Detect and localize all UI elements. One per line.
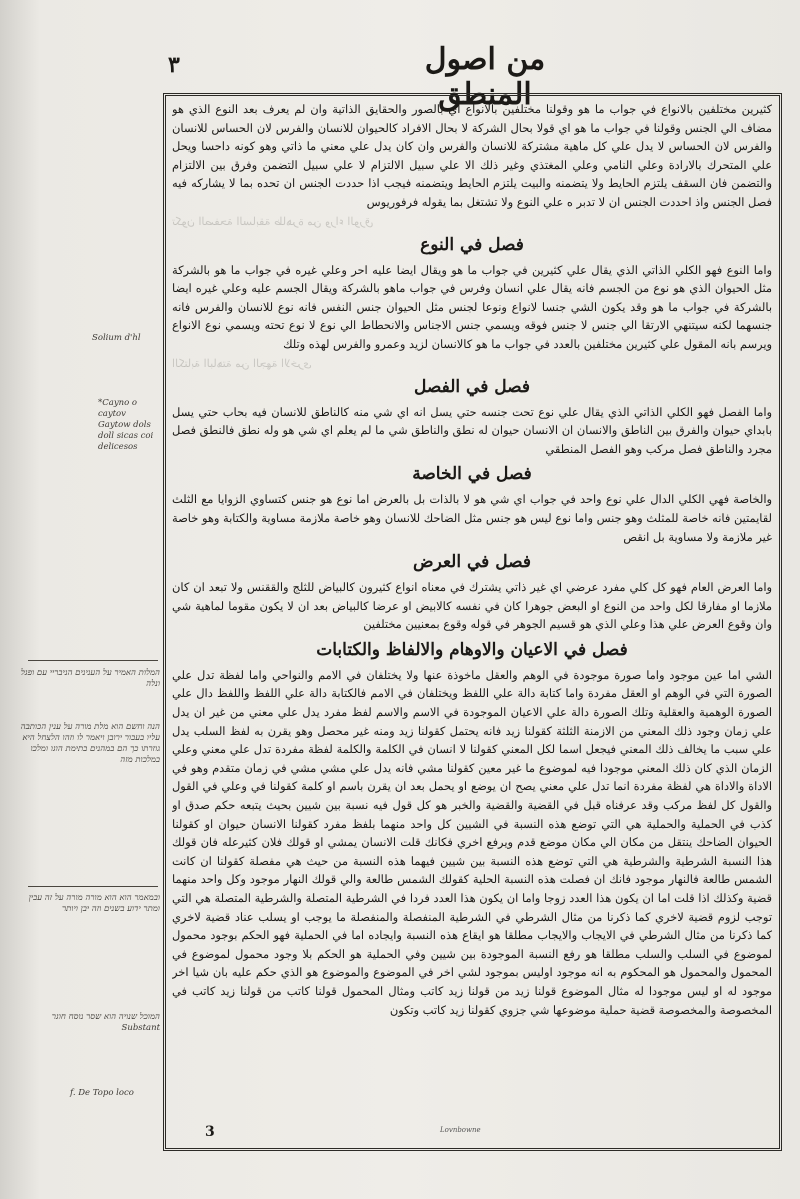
- heading-differentia: فصل في الفصل: [414, 376, 530, 397]
- paragraph-terms: الشي اما عين موجود واما صورة موجودة في الوهم والعقل ماخوذة عنها ولا يختلفان في الامم والنواحي واما لفظة تدل علي الصورة التي في الوهم او العقل مفردة واما كتابة دالة علي اللفظ ويختلفان في الامم فالكتابة دالة علي اللفظ واللفظ دال علي الصورة الوهمية والعقلية وتلك الصورة دالة علي الاعيان الموجودة في الاسم والاسم لفظ مفرد يدل علي معني من غير ان يدل علي زمان وجود ذلك المعني من الازمنة الثلثة كقولنا زيد فانه يحتمل كقولنا زيد ومنه غير محصل وهو يقرن به لفظ السلب يدل علي سبب ما يخالف ذلك المعني فيجعل اسما لكل المعني كقولنا لا انسان في الكلمة والكلمة لفظة مفردة تدل علي معني وعلي الزمان الذي كان ذلك المعني موجودا فيه لموضوع ما غير معين كقولنا مشي فانه يدل علي مشي مشي في زمان متقدم وهو في الاداة والاداة هي لفظة مفردة انما تدل علي معني يصح ان يوضع او يحمل بعد ان يقرن باسم او كلمة كقولنا في وعلي في القول والقول كل لفظ مركب وقد عرفناه قبل في القضية والقضية والخبر هو كل قول فيه نسبة بين شيين بحيث يتبعه حكم صدق او كذب في الحملية والحملية هي التي توضع هذه النسبة في الشيين كل واحد منهما بلفظ مفرد كقولنا الانسان حيوان او كقولنا الحيوان الضاحك ينتقل من مكان الي مكان موضع قدم ويرفع اخري فكانك قلت الانسان يمشي او قولك فلان كثيرعله فان قولك هذا النسبة الشرطية والشرطية هي التي توضع هذه النسبة بين شيين فيهما هذه النسبة من حيث هي مفصلة كقولنا ان كانت الشمس طالعة فالنهار موجود فانك ان فصلت هذه النسبة الحلية كقولك الشمس طالعة والي قولك النهار موجود وكل واحد منهما قضية وكذلك اذا قلت اما ان يكون هذا العدد زوجا واما ان يكون هذا العدد فردا في الشرطية المتصلة والشرطية المتصلة هي التي توجب لزوم قضية لاخري كما ذكرنا من مثال الشرطي في الشرطية المنفصلة والمنفصلة ما يوجب او يسلب عناد قضية لاخري كما ذكرنا من مثال الشرطي في الايجاب والايجاب مطلقا هو ايقاع هذه النسبة وايجاده اما في الحملية فهو الحكم بوجود محمول لموضوع في السلب والسلب مطلقا هو رفع النسبة الموجودة بين شيين وفي الحملية هو الحكم بلا وجود محمول لموضوع في المحمول والمحمول هو المحكوم به انه موجود اوليس بموجود لشي اخر في الموضوع والموضوع هو الذي حكم عليه بان شيا اخر موجود له او ليس موجودا له مثال الموضوع قولنا زيد من قولنا زيد كاتب ومثال المحمول قولنا كاتب من قولنا زيد كاتب في المخصوصة والمخصوصة قضية حملية موضوعها شي جزوي كقولنا زيد كاتب وتكون: [172, 667, 772, 1017]
- running-head: من اصول المنطق: [424, 42, 546, 112]
- heading-terms: فصل في الاعيان والاوهام والالفاظ والكتابات: [316, 639, 628, 660]
- heading-species: فصل في النوع: [420, 234, 524, 255]
- margin-note-hebrew: ובמאמר הוא הוא מורה מורה על זה עבין ומתר ידוע בשנים וזה יבן ויותר: [28, 893, 160, 914]
- page-number-top: ٣: [168, 52, 180, 78]
- bleed-through-text: ﺗﻜﻮﻥ ﺍﻟﺼﻔﺤﺔ ﺍﻟﺴﺎﺑﻘﺔ ﻇﺎﻫﺮﺓ ﻣﻦ ﻭﺭﺍء ﺍﻟﻮﺭﻕ: [172, 214, 374, 228]
- margin-note: Solium d'hl: [92, 333, 141, 343]
- paragraph-accident: واما العرض العام فهو كل كلي مفرد عرضي اي غير ذاتي يشترك في معناه انواع كثيرون كالبياض للثلج والققنس ولا تبعد ان كان ملازما او مفارقا لكل واحد من النوع او البعض جوهرا كان في نفسه كالابيض او عرضا كالبياض بعد ان لا يكون مقوما لماهية شي وان وقوع العرض علي هذا وعلي الذي هو قسيم الجوهر في قوله وقوع بمعنيين مختلفين: [172, 580, 772, 632]
- paragraph-differentia: واما الفصل فهو الكلي الذاتي الذي يقال علي نوع تحت جنسه حتي يسل انه اي شي منه كالناطق للانسان فيه بحاب حتي يسل بابداي حيوان والفرق بين الناطق والانسان ان الانسان حيوان له نطق والناطق شي ما لم يعلم اي شي هو وله نطق فالنطق فصل مجرد والناطق فصل مركب وهو الفصل المنطقي: [172, 404, 772, 456]
- footer-signature: Lovnbowne: [440, 1126, 481, 1134]
- heading-property: فصل في الخاصة: [412, 464, 532, 485]
- margin-note-hebrew: המלות האמיר על הענינים הניבריי עם ופגל ונלה: [20, 668, 160, 689]
- paragraph-genus: كثيرين مختلفين بالانواع في جواب ما هو وقولنا مختلفين بالانواع اي بالصور والحقايق الذاتية وان لم يعرف بعد النوع الذي هو مضاف الي الجنس وقولنا في جواب ما هو اي قولا بحال الشركة لا بحال الافراد كالحيوان للانسان والفرس لان الحساس للانسان والفرس لان الحساس لا يدل علي كل ماهية مشتركة للانسان والفرس وان كان يدل علي معني ما ذاتي وهو كونه داحسا ويحل علي المتحرك بالارادة وعلي النامي وعلي المغتذي وغير ذلك الا علي سبيل الالتزام لا علي سبيل التضمن وفرق بين الالتزام والتضمن فان السقف يلتزم الحايط ولا يتضمنه والبيت يلتزم الحايط ويتضمنه فيجب اذا حددت الجنس ان تحده بما لا يشاركه فيه فصل الجنس واذ احددت الجنس ان لا تدبر ه علي النوع ولا تشتغل بما يقوله فرفوريوس: [172, 102, 772, 209]
- bleed-through-text: ﺍﻟﻜﺘﺎﺑﺔ ﺍﻟﺒﺎﻫﺘﺔ ﻣﻦ ﺍﻟﺠﻬﺔ ﺍﻻﺧﺮﻯ: [172, 356, 312, 370]
- margin-note: *Cayno o caytov Gaytow dols doll sicas coi delicesos: [98, 398, 154, 452]
- margin-rule: [28, 660, 158, 661]
- margin-note-hebrew: המוכל שנויה הוא שסר נוסח חוגר Substant: [51, 1012, 160, 1033]
- main-text-block: [172, 100, 772, 1144]
- paragraph-property: والخاصة فهي الكلي الدال علي نوع واحد في جواب اي شي هو لا بالذات بل بالعرض اما نوع هو جنس كتساوي الزوايا مع الثلث لقايمتين فانه خاصة للمثلث وهو جنس واما نوع ليس هو جنس مثل الضاحك للانسان وهو خاصة ملازمة مساوية والكتابة وهو خاصة غير ملازمة ولا مساوية بل انقص: [172, 492, 772, 544]
- paragraph-species: واما النوع فهو الكلي الذاتي الذي يقال علي كثيرين في جواب ما هو ويقال ايضا عليه احر وعلي غيره في جواب ما هو بالشركة مثل الحيوان الذي هو نوع من الجسم فانه يقال علي انسان وفرس في جواب ماهو بالشركة ويقال الجسم عليه وعلي غيره ايضا بالشركة في جواب ما هو وقد يكون الشي جنسا لانواع ونوعا لجنس مثل الحيوان جنس النفس فانه نوع للانسان والفرس فانه جنسهما لكنه سيتنهي الارتقا الي جنس لا جنس فوقه ويسمي جنس الاجناس والانحطاط الي نوع لا نوع تحته ويسمي نوع الانواع ويرسم بانه المقول علي كثيرين مختلفين بالعدد في جواب ما هو كالانسان لزيد وعمرو والفرس لهذه وتلك: [172, 262, 772, 351]
- page-number-bottom: 3: [205, 1124, 215, 1140]
- margin-note: f. De Topo loco: [70, 1088, 134, 1098]
- margin-rule: [28, 886, 158, 887]
- heading-accident: فصل في العرض: [413, 552, 531, 573]
- margin-note-hebrew: הנה וחשם הוא מלת מורה על ענין הכותבה עליו בעבור ירובן ויאמר לו וזהו הלצחל היא גוזרתו כך הם במהנים בתימת הוגו ומלכו במלכות מזה: [20, 722, 160, 765]
